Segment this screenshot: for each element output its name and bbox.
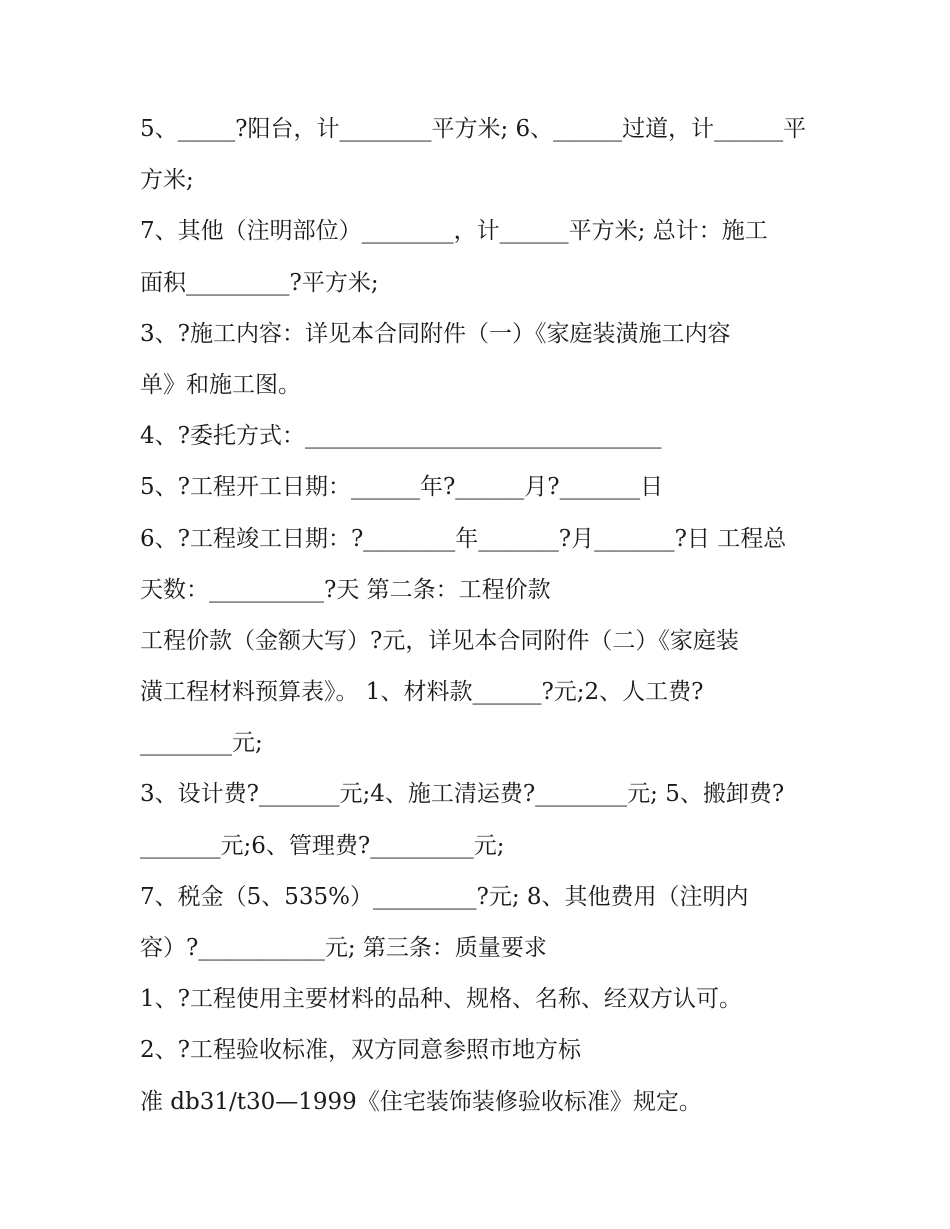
text-line-14: 3、设计费?_______元;4、施工清运费?________元; 5、搬卸费? [140,781,785,808]
text-line-11: 工程价款（金额大写）?元，详见本合同附件（二）《家庭装 [140,627,739,654]
text-line-6: 单》和施工图。 [140,371,301,398]
text-line-10: 天数：__________?天 第二条：工程价款 [140,576,551,603]
text-line-13: ________元; [140,730,263,757]
text-line-7: 4、?委托方式：_______________________________ [140,423,662,450]
text-line-19: 2、?工程验收标准，双方同意参照市地方标 [140,1037,581,1064]
text-line-15: _______元;6、管理费?_________元; [140,832,505,859]
text-line-20: 准 db31/t30—1999《住宅装饰装修验收标准》规定。 [140,1088,702,1115]
text-line-1: 5、_____?阳台，计________平方米; 6、______过道，计______平 [140,116,807,142]
text-line-12: 潢工程材料预算表》。 1、材料款______?元;2、人工费? [140,679,704,706]
text-line-2: 方米; [140,167,194,194]
text-line-17: 容）?___________元; 第三条：质量要求 [140,935,547,961]
text-line-4: 面积_________?平方米; [140,269,379,296]
text-line-3: 7、其他（注明部位）________，计______平方米; 总计：施工 [140,218,768,245]
text-line-9: 6、?工程竣工日期：?________年_______?月_______?日 工程总 [140,525,787,552]
text-line-5: 3、?施工内容：详见本合同附件（一）《家庭装潢施工内容 [140,320,731,347]
text-line-18: 1、?工程使用主要材料的品种、规格、名称、经双方认可。 [140,986,742,1013]
text-line-16: 7、税金（5、535%）_________?元; 8、其他费用（注明内 [140,883,749,910]
text-line-8: 5、?工程开工日期：______年?______月?_______日 [140,474,664,501]
contract-text-body [140,104,820,1128]
